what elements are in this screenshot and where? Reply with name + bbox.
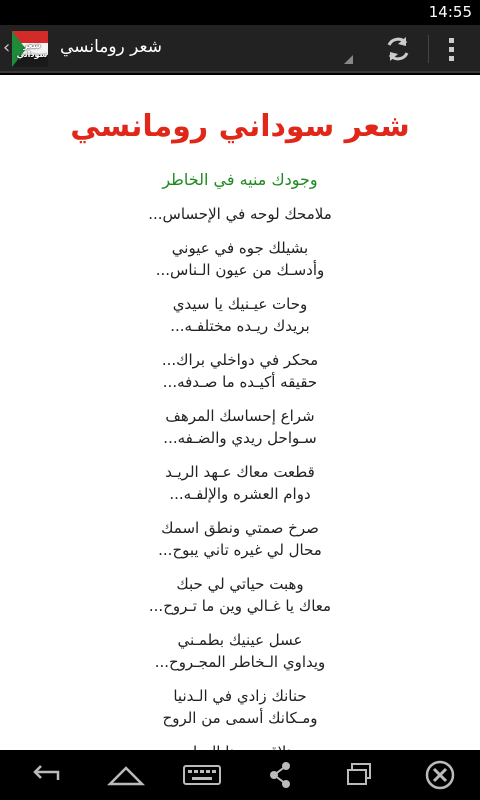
poem-stanza bbox=[0, 629, 480, 673]
poem-line: قطعت معاك عـهد الريـد bbox=[165, 463, 315, 481]
poem-line: وهبت حياتي لي حبك bbox=[176, 575, 304, 593]
poem-content[interactable] bbox=[0, 75, 480, 750]
poem-line: بشيلك جوه في عيوني bbox=[171, 239, 309, 257]
poem-line: ملامحك لوحه في الإحساس... bbox=[148, 205, 332, 223]
app-logo-icon[interactable] bbox=[12, 31, 48, 67]
poem-stanza bbox=[0, 237, 480, 281]
poem-stanza bbox=[0, 203, 480, 225]
spinner-corner-icon bbox=[344, 55, 353, 64]
poem-subtitle: وجودك منيه في الخاطر bbox=[162, 170, 318, 189]
poem-stanza bbox=[0, 461, 480, 505]
poem-line: ويداوي الـخاطر المجـروح... bbox=[154, 653, 326, 671]
back-icon[interactable] bbox=[24, 758, 68, 792]
poem-stanza bbox=[0, 349, 480, 393]
action-bar-divider bbox=[428, 35, 429, 63]
poem-title: شعر سوداني رومانسي bbox=[70, 109, 410, 144]
poem-line: محكر في دواخلي براك... bbox=[161, 351, 319, 369]
status-bar bbox=[0, 0, 480, 25]
poem-stanza bbox=[0, 517, 480, 561]
poem-stanza bbox=[0, 293, 480, 337]
poem-stanza bbox=[0, 405, 480, 449]
poem-line: حقيقه أكيـده ما صـدفه... bbox=[162, 373, 318, 391]
app-title[interactable]: شعر رومانسي bbox=[60, 37, 162, 57]
nav-bar bbox=[0, 750, 480, 800]
menu-dot bbox=[449, 38, 454, 43]
status-time: 14:55 bbox=[428, 3, 472, 21]
home-icon[interactable] bbox=[104, 758, 148, 792]
poem-line: بريدك ريـده مختلفـه... bbox=[170, 317, 310, 335]
overflow-menu-icon[interactable] bbox=[444, 35, 460, 63]
action-bar bbox=[0, 25, 480, 73]
recent-apps-icon[interactable] bbox=[338, 758, 382, 792]
keyboard-icon[interactable] bbox=[180, 758, 224, 792]
poem-stanza bbox=[0, 573, 480, 617]
poem-line: وحات عيـنيك يا سيدي bbox=[172, 295, 308, 313]
poem-line: سـواحل ريدي والضـفه... bbox=[163, 429, 317, 447]
up-chevron-icon[interactable]: ‹ bbox=[3, 37, 11, 58]
poem-line: صرخ صمتي ونطق اسمك bbox=[161, 519, 319, 537]
poem-line: دوام العشره والإلفـه... bbox=[169, 485, 311, 503]
refresh-icon[interactable] bbox=[382, 33, 414, 65]
poem-line: محال لي غيره تاني يبوح... bbox=[158, 541, 322, 559]
logo-text: شعر سوداني bbox=[16, 41, 48, 59]
share-icon[interactable] bbox=[258, 758, 302, 792]
poem-line: معاك يا غـالي وين ما تـروح... bbox=[148, 597, 332, 615]
poem-line: ومـكانك أسمى من الروح bbox=[162, 709, 318, 727]
poem-body bbox=[0, 203, 480, 775]
poem-line: شراع إحساسك المرهف bbox=[165, 407, 315, 425]
poem-line: وأدسـك من عيون الـناس... bbox=[155, 261, 325, 279]
menu-dot bbox=[449, 56, 454, 61]
poem-line: عسل عينيك بطمـني bbox=[177, 631, 303, 649]
close-icon[interactable] bbox=[418, 758, 462, 792]
poem-stanza bbox=[0, 685, 480, 729]
poem-line: حنانك زادي في الـدنيا bbox=[173, 687, 307, 705]
menu-dot bbox=[449, 47, 454, 52]
